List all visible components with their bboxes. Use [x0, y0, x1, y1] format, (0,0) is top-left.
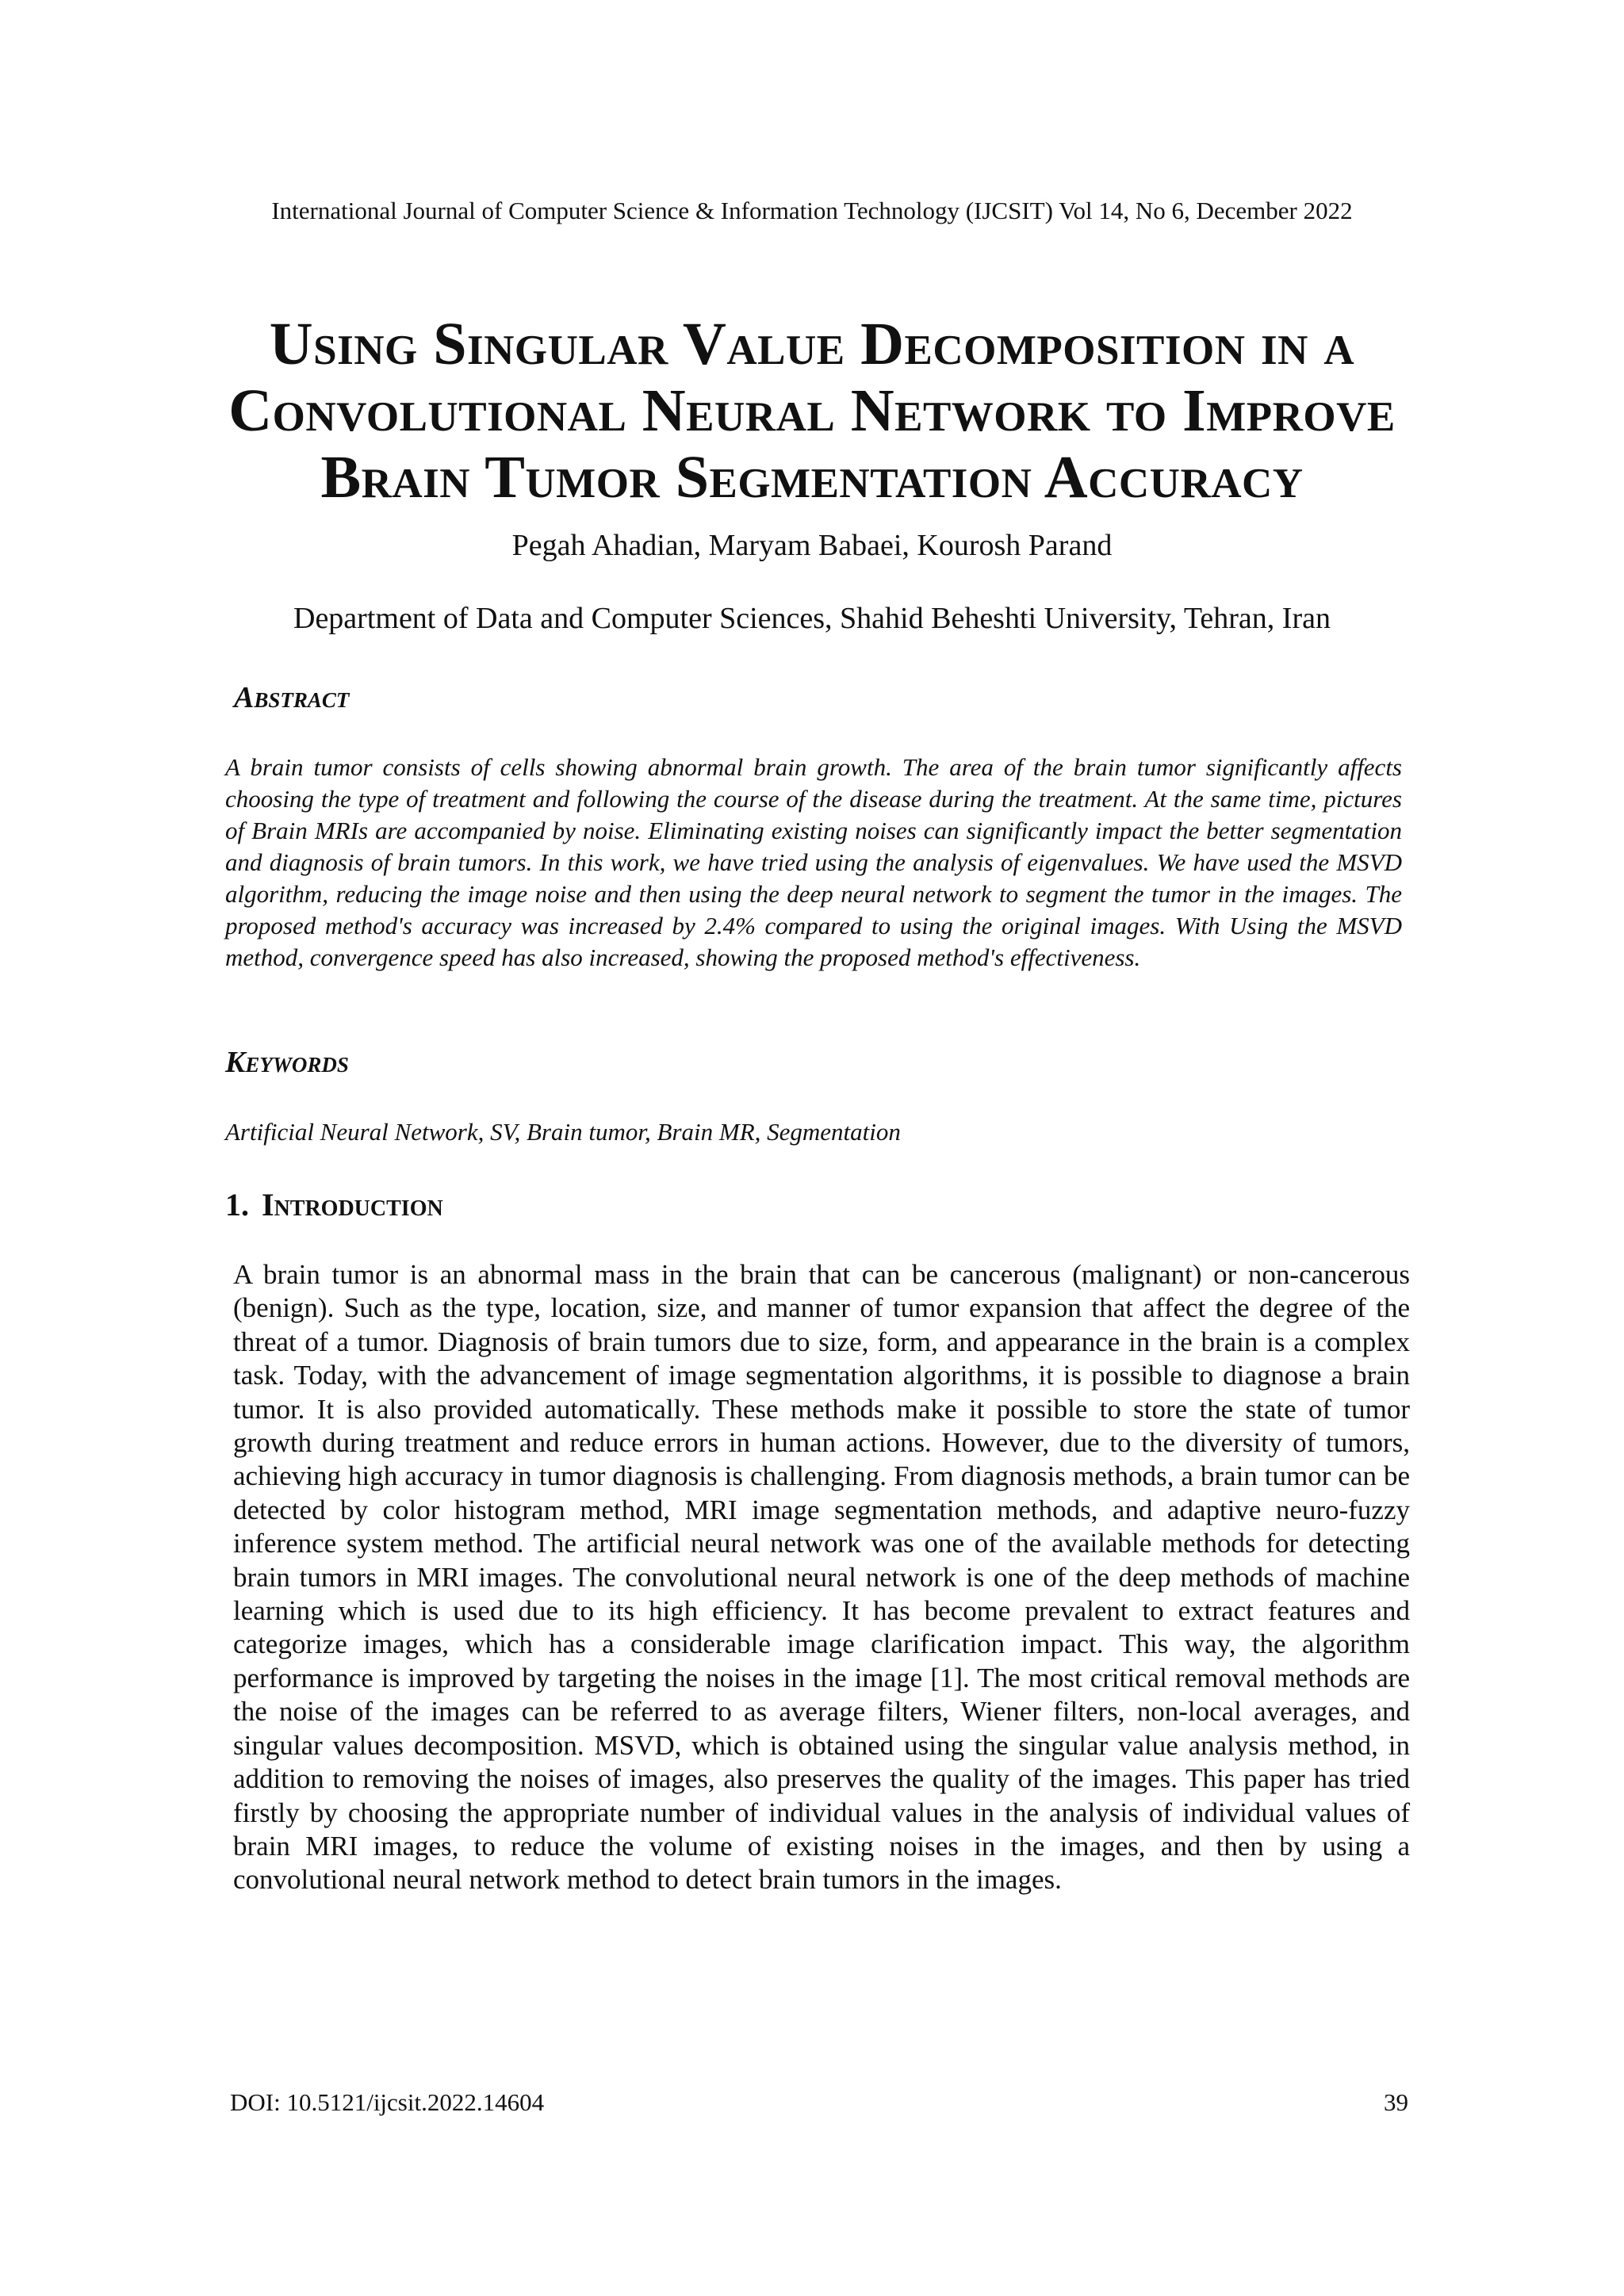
page-number: 39: [1384, 2088, 1408, 2116]
keywords-body: Artificial Neural Network, SV, Brain tumor, Brain MR, Segmentation: [225, 1118, 901, 1146]
journal-header: International Journal of Computer Science & Information Technology (IJCSIT) Vol 14, No 6, December 2022: [271, 197, 1353, 224]
section-number: 1.: [225, 1187, 249, 1223]
introduction-heading: [225, 1186, 443, 1224]
abstract-body: A brain tumor consists of cells showing abnormal brain growth. The area of the brain tumor significantly affects choosing the type of treatment and following the course of the disease during the treatment. At the same time, pictures of Brain MRIs are accompanied by noise. Eliminating existing noises can significantly impact the better segmentation and diagnosis of brain tumors. In this work, we have tried using the analysis of eigenvalues. We have used the MSVD algorithm, reducing the image noise and then using the deep neural network to segment the tumor in the images. The proposed method's accuracy was increased by 2.4% compared to using the original images. With Using the MSVD method, convergence speed has also increased, showing the proposed method's effectiveness.: [225, 753, 1402, 971]
affiliation: Department of Data and Computer Sciences, Shahid Beheshti University, Tehran, Iran: [293, 602, 1331, 635]
section-title: Introduction: [262, 1187, 443, 1223]
abstract-heading: Abstract: [234, 681, 350, 714]
keywords-heading: Keywords: [225, 1046, 349, 1079]
doi-footer: DOI: 10.5121/ijcsit.2022.14604: [230, 2088, 545, 2116]
authors: Pegah Ahadian, Maryam Babaei, Kourosh Parand: [511, 529, 1113, 562]
title-line-2: Convolutional Neural Network to Improve: [228, 377, 1396, 444]
title-line-3: Brain Tumor Segmentation Accuracy: [320, 444, 1304, 511]
introduction-body: A brain tumor is an abnormal mass in the brain that can be cancerous (malignant) or non-cancerous (benign). Such as the type, location, size, and manner of tumor expansion that affect the degree of the threat of a tumor. Diagnosis of brain tumors due to size, form, and appearance in the brain is a complex task. Today, with the advancement of image segmentation algorithms, it is possible to diagnose a brain tumor. It is also provided automatically. These methods make it possible to store the state of tumor growth during treatment and reduce errors in human actions. However, due to the diversity of tumors, achieving high accuracy in tumor diagnosis is challenging. From diagnosis methods, a brain tumor can be detected by color histogram method, MRI image segmentation methods, and adaptive neuro-fuzzy inference system method. The artificial neural network was one of the available methods for detecting brain tumors in MRI images. The convolutional neural network is one of the deep methods of machine learning which is used due to its high efficiency. It has become prevalent to extract features and categorize images, which has a considerable image clarification impact. This way, the algorithm performance is improved by targeting the noises in the image [1]. The most critical removal methods are the noise of the images can be referred to as average filters, Wiener filters, non-local averages, and singular values decomposition. MSVD, which is obtained using the singular value analysis method, in addition to removing the noises of images, also preserves the quality of the images. This paper has tried firstly by choosing the appropriate number of individual values in the analysis of individual values of brain MRI images, to reduce the volume of existing noises in the images, and then by using a convolutional neural network method to detect brain tumors in the images.: [233, 1259, 1410, 1896]
paper-title: [159, 311, 1465, 511]
title-line-1: Using Singular Value Decomposition in a: [269, 311, 1355, 377]
